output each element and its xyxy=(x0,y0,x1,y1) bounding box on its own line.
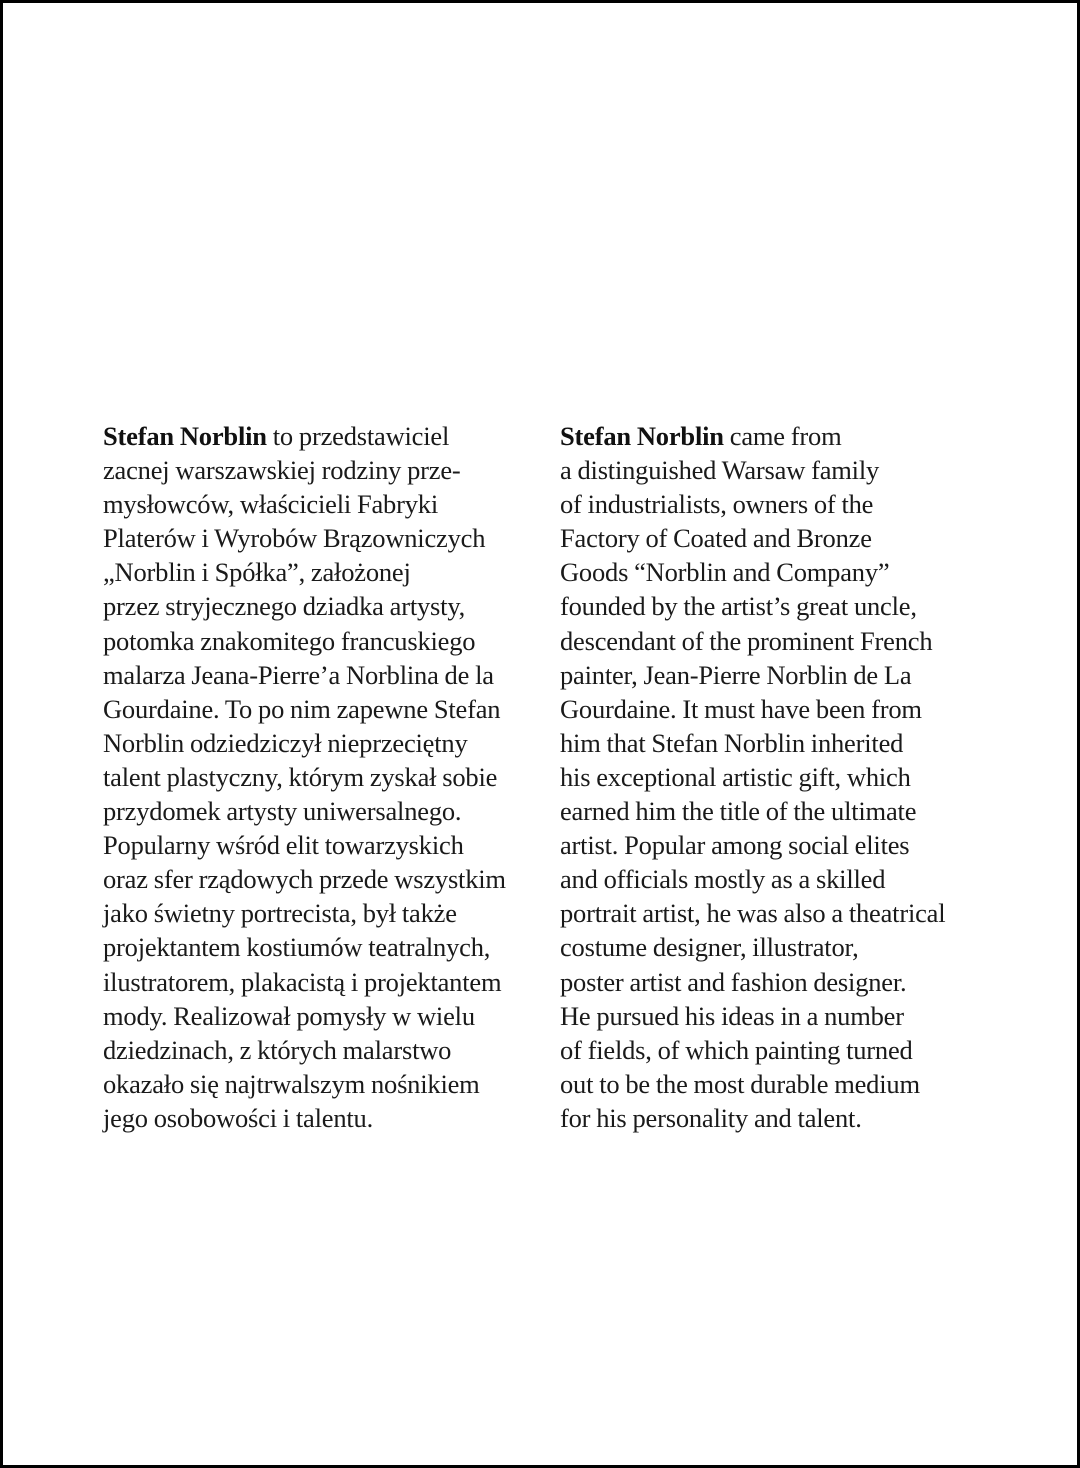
text-line: projektantem kostiumów teatralnych, xyxy=(103,932,491,963)
text-fragment: to przedstawiciel xyxy=(266,421,450,451)
text-line: okazało się najtrwalszym nośnikiem xyxy=(103,1068,480,1099)
text-line: przydomek artysty uniwersalnego. xyxy=(103,796,462,827)
text-line: mody. Realizował pomysły w wielu xyxy=(103,1000,475,1031)
text-line: of fields, of which painting turned xyxy=(560,1034,913,1065)
text-line: ilustratorem, plakacistą i projektantem xyxy=(103,966,502,997)
text-line: dziedzinach, z których malarstwo xyxy=(103,1034,452,1065)
text-line: earned him the title of the ultimate xyxy=(560,796,917,827)
text-fragment: came from xyxy=(723,421,842,451)
text-line: for his personality and talent. xyxy=(560,1102,862,1133)
text-line: him that Stefan Norblin inherited xyxy=(560,727,904,758)
text-line: Norblin odziedziczył nieprzeciętny xyxy=(103,727,468,758)
text-line: jako świetny portrecista, był także xyxy=(103,898,457,929)
text-line xyxy=(560,419,1000,453)
text-line: mysłowców, właścicieli Fabryki xyxy=(103,489,438,520)
text-line: of industrialists, owners of the xyxy=(560,489,874,520)
artist-name-bold: Stefan Norblin xyxy=(560,421,724,451)
text-line: talent plastyczny, którym zyskał sobie xyxy=(103,761,498,792)
text-line: a distinguished Warsaw family xyxy=(560,455,880,486)
text-line: Gourdaine. It must have been from xyxy=(560,693,922,724)
text-line: potomka znakomitego francuskiego xyxy=(103,625,476,656)
text-line: artist. Popular among social elites xyxy=(560,830,910,861)
text-line: poster artist and fashion designer. xyxy=(560,966,907,997)
text-line: „Norblin i Spółka”, założonej xyxy=(103,557,411,588)
text-line xyxy=(103,419,563,453)
text-line: his exceptional artistic gift, which xyxy=(560,761,911,792)
text-line: painter, Jean-Pierre Norblin de La xyxy=(560,659,912,690)
text-line: Gourdaine. To po nim zapewne Stefan xyxy=(103,693,501,724)
text-line: and officials mostly as a skilled xyxy=(560,864,886,895)
text-line: malarza Jeana-Pierre’a Norblina de la xyxy=(103,659,494,690)
text-line: founded by the artist’s great uncle, xyxy=(560,591,917,622)
text-line: costume designer, illustrator, xyxy=(560,932,859,963)
polish-text-column xyxy=(103,419,563,1135)
text-line: portrait artist, he was also a theatrical xyxy=(560,898,946,929)
text-line: Factory of Coated and Bronze xyxy=(560,523,872,554)
text-line: oraz sfer rządowych przede wszystkim xyxy=(103,864,506,895)
artist-name-bold: Stefan Norblin xyxy=(103,421,267,451)
text-line: jego osobowości i talentu. xyxy=(103,1102,374,1133)
text-line: przez stryjecznego dziadka artysty, xyxy=(103,591,466,622)
text-line: Popularny wśród elit towarzyskich xyxy=(103,830,464,861)
text-line: zacnej warszawskiej rodziny prze- xyxy=(103,455,461,486)
english-text-column xyxy=(560,419,1000,1135)
text-line: Goods “Norblin and Company” xyxy=(560,557,890,588)
text-line: Platerów i Wyrobów Brązowniczych xyxy=(103,523,486,554)
text-line: out to be the most durable medium xyxy=(560,1068,920,1099)
text-line: He pursued his ideas in a number xyxy=(560,1000,904,1031)
text-line: descendant of the prominent French xyxy=(560,625,933,656)
